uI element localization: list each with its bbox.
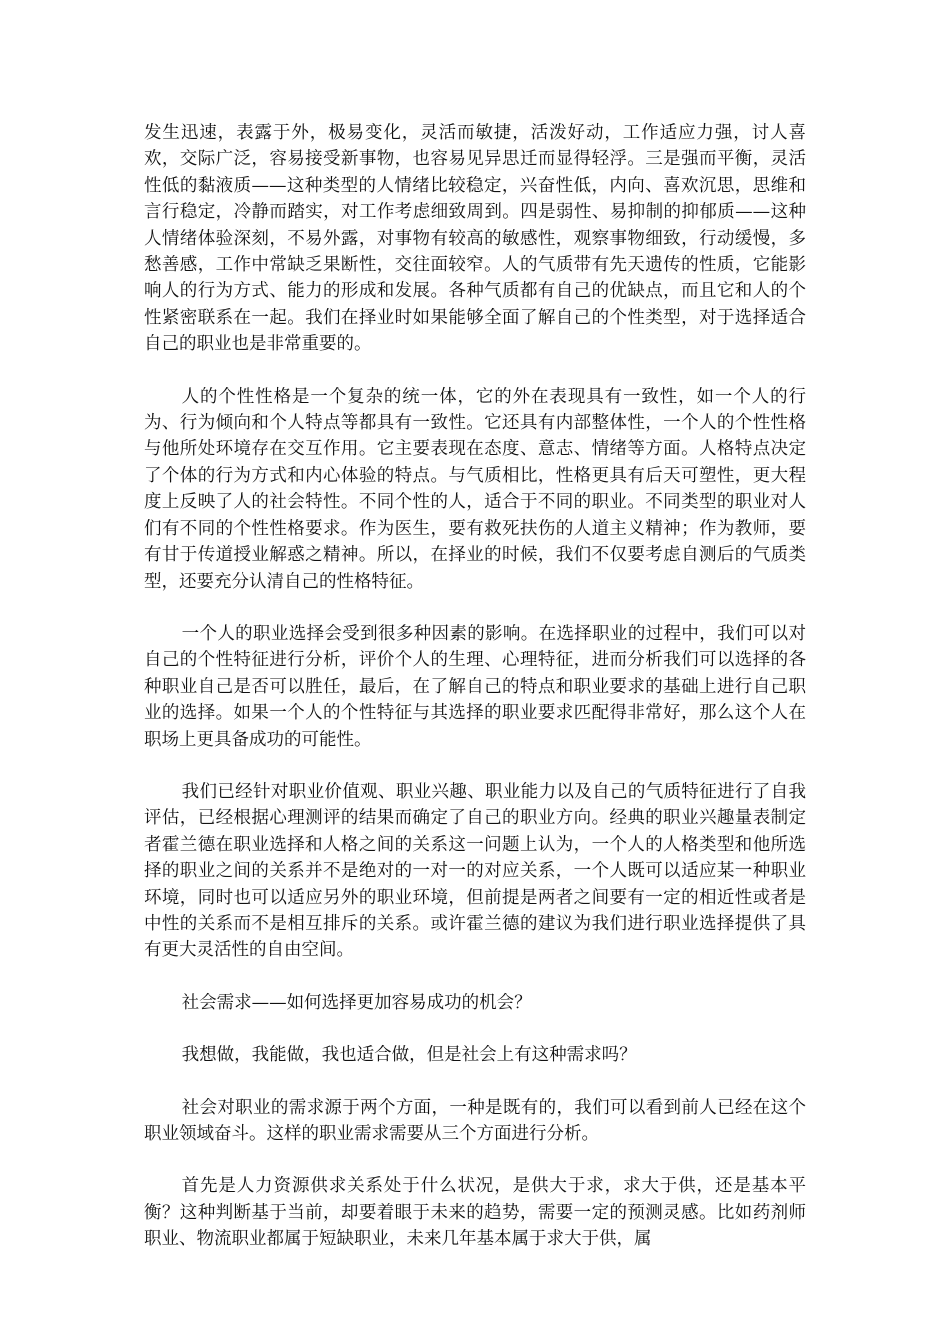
paragraph-career-choice-factors: 一个人的职业选择会受到很多种因素的影响。在选择职业的过程中，我们可以对自己的个性特征进行分析，评价个人的生理、心理特征，进而分析我们可以选择的各种职业自己是否可以胜任，最后，在了解自己的特点和职业要求的基础上进行自己职业的选择。如果一个人的个性特征与其选择的职业要求匹配得非常好，那么这个人在职场上更具备成功的可能性。 [144,623,806,750]
paragraph-demand-sources: 社会对职业的需求源于两个方面，一种是既有的，我们可以看到前人已经在这个职业领域奋斗。这样的职业需求需要从三个方面进行分析。 [144,1097,806,1144]
section-heading-social-demand: 社会需求——如何选择更加容易成功的机会？ [181,992,532,1013]
paragraph-demand-question: 我想做，我能做，我也适合做，但是社会上有这种需求吗？ [181,1045,637,1066]
paragraph-personality-character: 人的个性性格是一个复杂的统一体，它的外在表现具有一致性，如一个人的行为、行为倾向和个人特点等都具有一致性。它还具有内部整体性，一个人的个性性格与他所处环境存在交互作用。它主要表现在态度、意志、情绪等方面。人格特点决定了个体的行为方式和内心体验的特点。与气质相比，性格更具有后天可塑性，更大程度上反映了人的社会特性。不同个性的人，适合于不同的职业。不同类型的职业对人们有不同的个性性格要求。作为医生，要有救死扶伤的人道主义精神；作为教师，要有甘于传道授业解惑之精神。所以，在择业的时候，我们不仅要考虑自测后的气质类型，还要充分认清自己的性格特征。 [144,386,806,592]
document-page [144,120,806,1279]
paragraph-temperament-types: 发生迅速，表露于外，极易变化，灵活而敏捷，活泼好动，工作适应力强，讨人喜欢，交际广泛，容易接受新事物，也容易见异思迁而显得轻浮。三是强而平衡，灵活性低的黏液质——这种类型的人情绪比较稳定，兴奋性低，内向、喜欢沉思，思维和言行稳定，冷静而踏实，对工作考虑细致周到。四是弱性、易抑制的抑郁质——这种人情绪体验深刻，不易外露，对事物有较高的敏感性，观察事物细致，行动缓慢，多愁善感，工作中常缺乏果断性，交往面较窄。人的气质带有先天遗传的性质，它能影响人的行为方式、能力的形成和发展。各种气质都有自己的优缺点，而且它和人的个性紧密联系在一起。我们在择业时如果能够全面了解自己的个性类型，对于选择适合自己的职业也是非常重要的。 [144,123,806,355]
paragraph-holland-theory: 我们已经针对职业价值观、职业兴趣、职业能力以及自己的气质特征进行了自我评估，已经根据心理测评的结果而确定了自己的职业方向。经典的职业兴趣量表制定者霍兰德在职业选择和人格之间的关系这一问题上认为，一个人的人格类型和他所选择的职业之间的关系并不是绝对的一对一的对应关系，一个人既可以适应某一种职业环境，同时也可以适应另外的职业环境，但前提是两者之间要有一定的相近性或者是中性的关系而不是相互排斥的关系。或许霍兰德的建议为我们进行职业选择提供了具有更大灵活性的自由空间。 [144,781,806,961]
paragraph-supply-demand: 首先是人力资源供求关系处于什么状况，是供大于求，求大于供，还是基本平衡？这种判断基于当前，却要着眼于未来的趋势，需要一定的预测灵感。比如药剂师职业、物流职业都属于短缺职业，未来几年基本属于求大于供，属 [144,1176,806,1250]
